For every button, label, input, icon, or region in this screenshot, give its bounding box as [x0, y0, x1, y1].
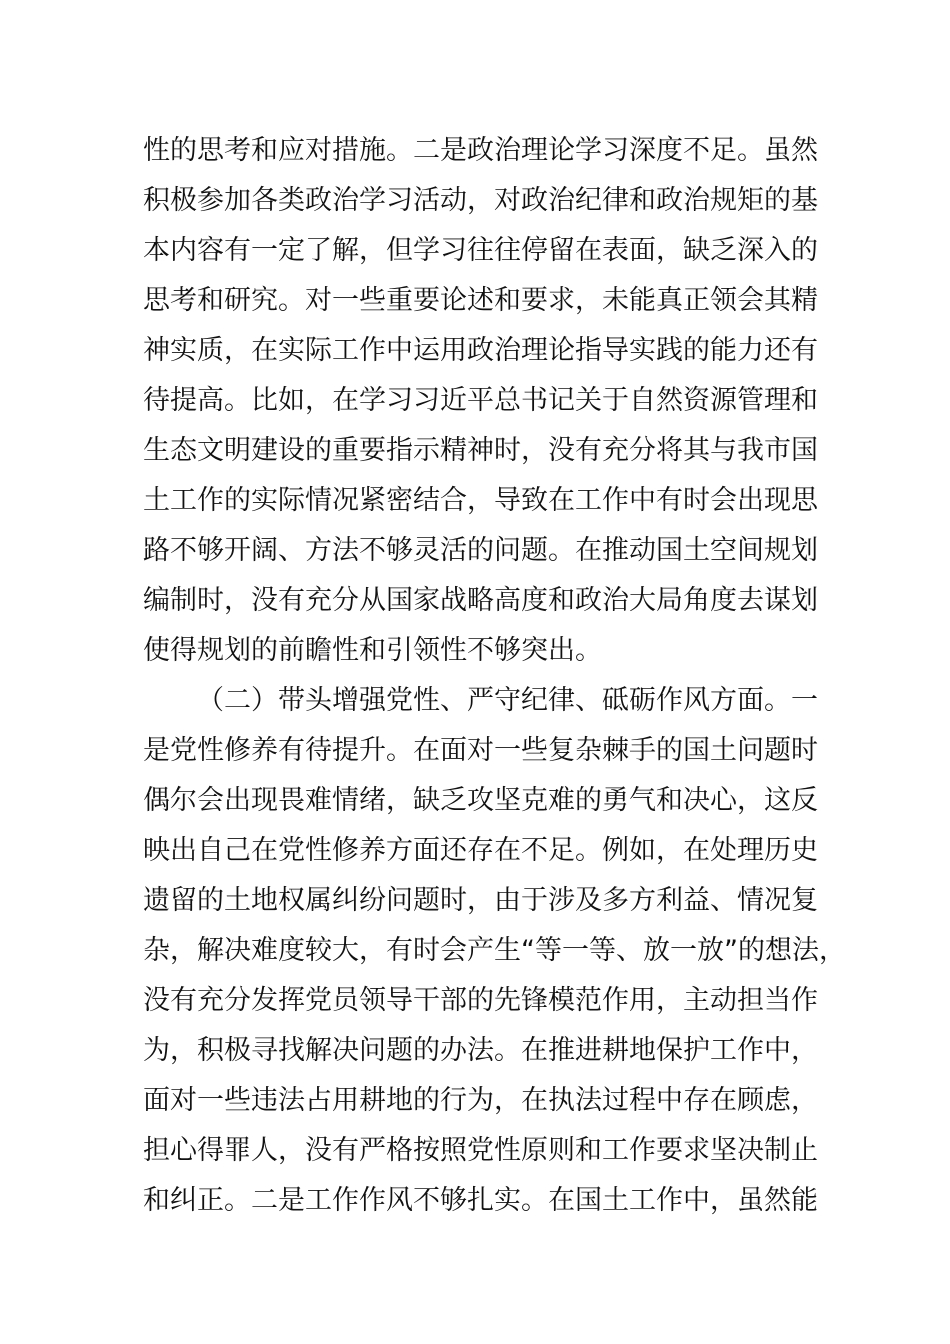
paragraph-line: 没有充分发挥党员领导干部的先锋模范作用，主动担当作 — [143, 985, 818, 1016]
paragraph-line: 思考和研究。对一些重要论述和要求，未能真正领会其精 — [143, 285, 818, 316]
paragraph-line: 面对一些违法占用耕地的行为，在执法过程中存在顾虑， — [143, 1085, 818, 1116]
paragraph-line: 和纠正。二是工作作风不够扎实。在国土工作中，虽然能 — [143, 1185, 818, 1216]
paragraph-line: 积极参加各类政治学习活动，对政治纪律和政治规矩的基 — [143, 185, 818, 216]
paragraph-line: 编制时，没有充分从国家战略高度和政治大局角度去谋划 — [143, 585, 818, 616]
paragraph-line: 担心得罪人，没有严格按照党性原则和工作要求坚决制止 — [143, 1135, 818, 1166]
paragraph-1 — [143, 126, 818, 676]
paragraph-line: 为，积极寻找解决问题的办法。在推进耕地保护工作中， — [143, 1035, 818, 1066]
paragraph-line: 神实质，在实际工作中运用政治理论指导实践的能力还有 — [143, 335, 818, 366]
paragraph-line: 映出自己在党性修养方面还存在不足。例如，在处理历史 — [143, 835, 818, 866]
document-body — [143, 126, 846, 1226]
paragraph-line: 遗留的土地权属纠纷问题时，由于涉及多方利益、情况复 — [143, 885, 818, 916]
paragraph-line: 路不够开阔、方法不够灵活的问题。在推动国土空间规划 — [143, 535, 818, 566]
paragraph-line: 杂，解决难度较大，有时会产生“等一等、放一放”的想法， — [143, 935, 846, 966]
paragraph-line: 待提高。比如，在学习习近平总书记关于自然资源管理和 — [143, 385, 818, 416]
paragraph-line: 本内容有一定了解，但学习往往停留在表面，缺乏深入的 — [143, 235, 818, 266]
paragraph-line: 性的思考和应对措施。二是政治理论学习深度不足。虽然 — [143, 135, 818, 166]
paragraph-line: 土工作的实际情况紧密结合，导致在工作中有时会出现思 — [143, 485, 818, 516]
paragraph-line: 是党性修养有待提升。在面对一些复杂棘手的国土问题时 — [143, 735, 818, 766]
paragraph-line: 偶尔会出现畏难情绪，缺乏攻坚克难的勇气和决心，这反 — [143, 785, 818, 816]
section-heading-line: （二）带头增强党性、严守纪律、砥砺作风方面。一 — [197, 685, 818, 716]
paragraph-line: 生态文明建设的重要指示精神时，没有充分将其与我市国 — [143, 435, 818, 466]
paragraph-2 — [143, 676, 846, 1226]
paragraph-line: 使得规划的前瞻性和引领性不够突出。 — [143, 635, 602, 666]
